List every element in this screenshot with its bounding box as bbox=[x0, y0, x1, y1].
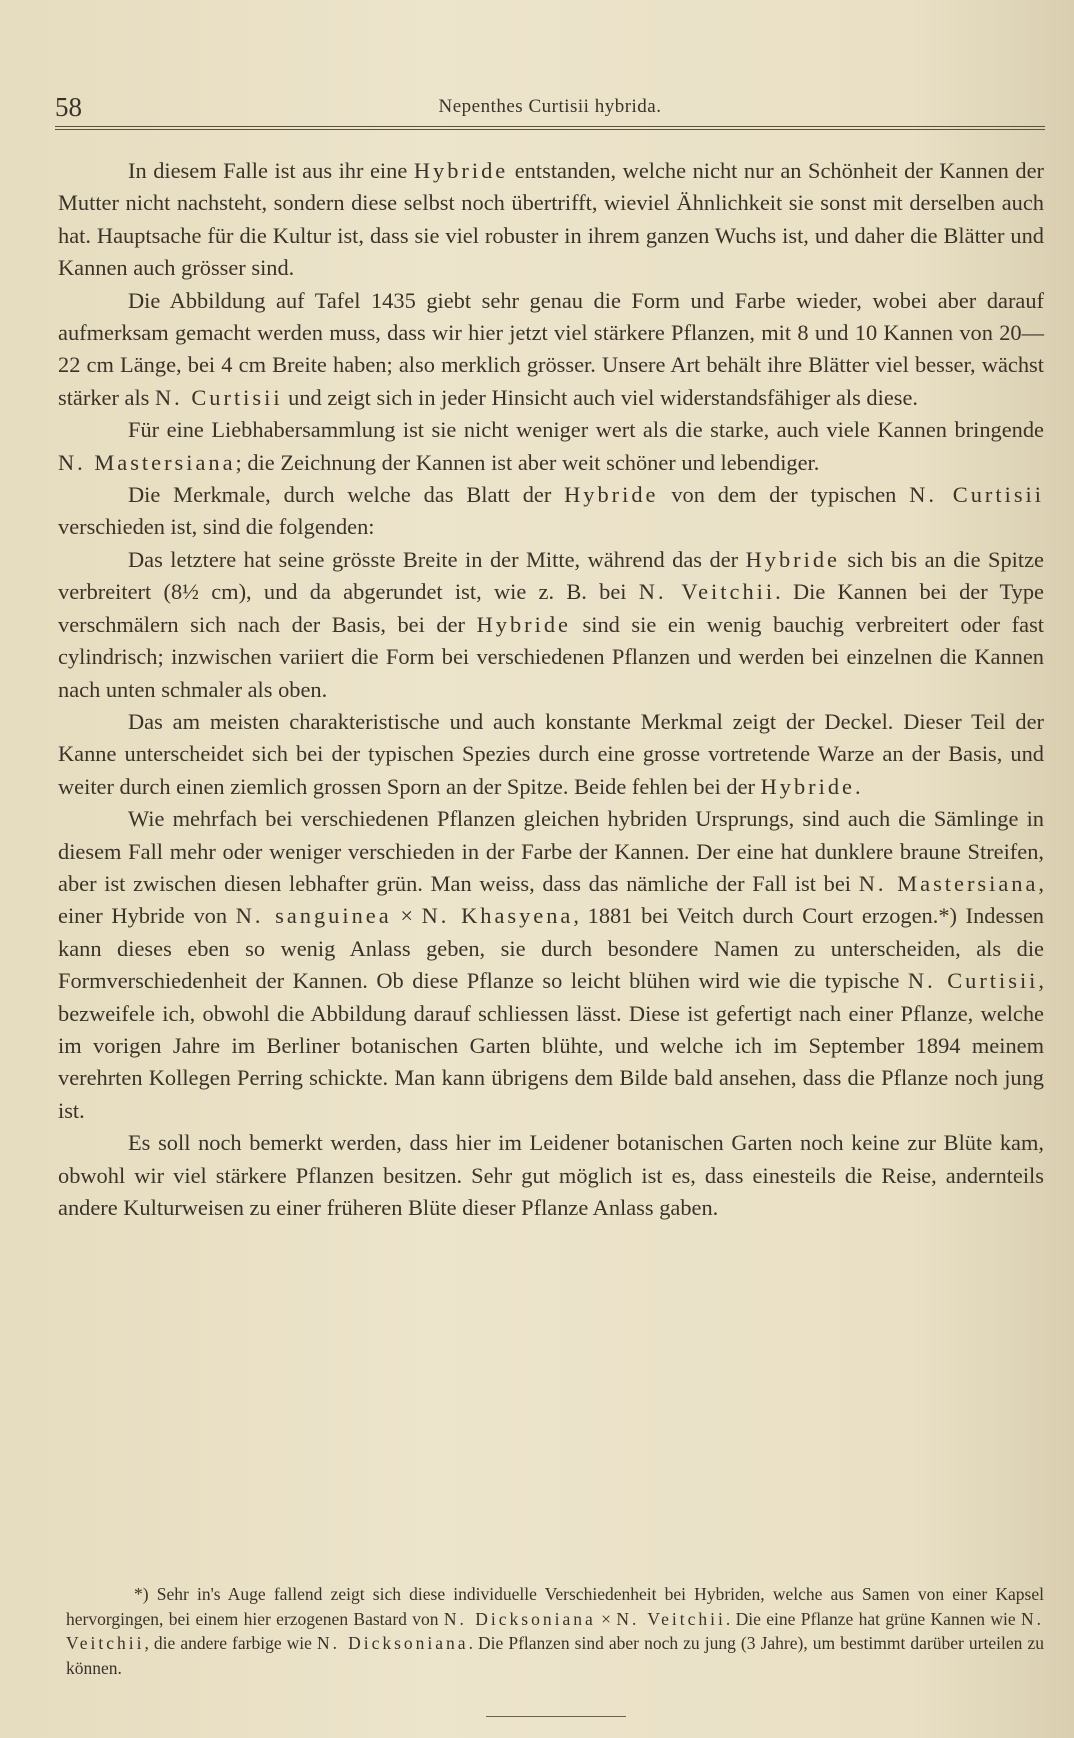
footnote-paragraph bbox=[66, 1582, 1044, 1680]
text-run: sich bis an die Spitze verbreitert (8½ cm), und da abgerundet ist, wie z. B. bei bbox=[58, 546, 1044, 605]
main-text bbox=[58, 155, 1044, 1224]
spaced-name: N. Veitchii bbox=[638, 579, 776, 605]
footnote bbox=[66, 1582, 1044, 1680]
paragraph bbox=[58, 479, 1044, 544]
bottom-rule bbox=[486, 1716, 626, 1717]
spaced-name: N. Veitchii bbox=[616, 1608, 726, 1629]
running-title: Nepenthes Curtisii hybrida. bbox=[438, 96, 662, 117]
text-run: , einer Hybride von bbox=[58, 870, 1045, 929]
paragraph bbox=[58, 544, 1044, 706]
spaced-name: Hybride bbox=[413, 158, 509, 183]
paragraph bbox=[58, 285, 1044, 415]
spaced-name: N. Mastersiana bbox=[858, 870, 1039, 896]
spaced-name: N. Veitchii bbox=[66, 1608, 1044, 1653]
spaced-name: N. Dicksoniana bbox=[443, 1608, 596, 1629]
paragraph bbox=[58, 803, 1044, 1127]
spaced-name: N. sanguinea bbox=[235, 903, 392, 929]
paragraph bbox=[58, 155, 1044, 285]
text-run: sind sie ein wenig bauchig verbreitert oder fast cylindrisch; inzwischen variiert die Form bei verschiedenen Pflanzen und werden bei einzelnen die Kannen nach unten schmaler als oben. bbox=[58, 611, 1044, 702]
text-run: *) Sehr in's Auge fallend zeigt sich diese individuelle Verschiedenheit bei Hybriden, welche aus Samen von einer Kapsel hervorgingen, bei einem hier erzogenen Bastard von bbox=[66, 1584, 1044, 1629]
text-run: ; die Zeichnung der Kannen ist aber weit schöner und lebendiger. bbox=[235, 449, 820, 475]
page-header bbox=[55, 88, 1045, 128]
paragraph bbox=[58, 706, 1044, 803]
text-run: × bbox=[595, 1608, 617, 1629]
spaced-name: N. Curtisii bbox=[907, 968, 1039, 994]
spaced-name: N. Khasyena bbox=[421, 903, 574, 929]
spaced-name: Hybride bbox=[760, 773, 855, 799]
text-run: Wie mehrfach bei verschiedenen Pflanzen gleichen hybriden Ursprungs, sind auch die Sämlinge in diesem Fall mehr oder weniger verschieden in der Farbe der Kannen. Der eine hat dunklere braune Streifen, aber ist zwischen diesen lebhafter grün. Man weiss, dass das nämliche der Fall ist bei bbox=[58, 806, 1044, 896]
text-run: von dem der typischen bbox=[658, 482, 910, 508]
text-run: entstanden, welche nicht nur an Schönheit der Kannen der Mutter nicht nachsteht, sondern diese selbst noch übertrifft, wieviel Ähnlichkeit sie sonst mit derselben auch hat. Hauptsache für die Kultur ist, dass sie viel robuster in ihrem ganzen Wuchs ist, und daher die Blätter und Kannen auch grösser sind. bbox=[58, 158, 1044, 281]
text-run: , 1881 bei Veitch durch Court erzogen.*) Indessen kann dieses eben so wenig Anlass geben, sie durch besondere Namen zu unterscheiden, als die Formverschiedenheit der Kannen. Ob diese Pflanze so leicht blühen wird wie die typische bbox=[58, 903, 1044, 994]
spaced-name: N. Mastersiana bbox=[58, 449, 236, 475]
text-run: . Die eine Pflanze hat grüne Kannen wie bbox=[725, 1608, 1021, 1629]
text-run: Die Merkmale, durch welche das Blatt der bbox=[128, 482, 565, 508]
spaced-name: N. Curtisii bbox=[909, 482, 1044, 508]
text-run: Für eine Liebhabersammlung ist sie nicht weniger wert als die starke, auch viele Kannen bringende bbox=[128, 417, 1044, 443]
paragraph bbox=[58, 1127, 1044, 1224]
header-rule bbox=[55, 126, 1045, 130]
text-run: In diesem Falle ist aus ihr eine bbox=[128, 158, 414, 183]
spaced-name: Hybride bbox=[476, 611, 571, 637]
text-run: Das am meisten charakteristische und auch konstante Merkmal zeigt der Deckel. Dieser Teil der Kanne unterscheidet sich bei der typischen Spezies durch eine grosse vortretende Warze an der Basis, und weiter durch einen ziemlich grossen Sporn an der Spitze. Beide fehlen bei der bbox=[58, 708, 1044, 799]
text-run: . bbox=[854, 773, 861, 799]
spaced-name: N. Curtisii bbox=[155, 384, 283, 410]
spaced-name: Hybride bbox=[745, 546, 840, 572]
page-number: 58 bbox=[55, 92, 82, 122]
text-run: . Die Pflanzen sind aber noch zu jung (3 Jahre), um bestimmt darüber urteilen zu können. bbox=[66, 1633, 1044, 1678]
spaced-name: N. Dicksoniana bbox=[317, 1633, 469, 1653]
paragraph bbox=[58, 414, 1044, 479]
text-run: und zeigt sich in jeder Hinsicht auch viel widerstandsfähiger als diese. bbox=[282, 384, 919, 410]
text-run: verschieden ist, sind die folgenden: bbox=[58, 514, 375, 540]
text-run: Die Abbildung auf Tafel 1435 giebt sehr genau die Form und Farbe wieder, wobei aber darauf aufmerksam gemacht werden muss, dass wir hier jetzt viel stärkere Pflanzen, mit 8 und 10 Kannen von 20—22 cm Länge, bei 4 cm Breite haben; also merklich grösser. Unsere Art behält ihre Blätter viel besser, wächst stärker als bbox=[58, 287, 1044, 410]
spaced-name: Hybride bbox=[564, 482, 659, 508]
text-run: , die andere farbige wie bbox=[144, 1633, 317, 1653]
text-run: Das letztere hat seine grösste Breite in der Mitte, während das der bbox=[128, 546, 746, 572]
text-run: . Die Kannen bei der Type verschmälern sich nach der Basis, bei der bbox=[58, 579, 1044, 637]
text-run: × bbox=[391, 903, 422, 929]
text-run: Es soll noch bemerkt werden, dass hier im Leidener botanischen Garten noch keine zur Blüte kam, obwohl wir viel stärkere Pflanzen besitzen. Sehr gut möglich ist es, dass einesteils die Reise, andernteils andere Kulturweisen zu einer früheren Blüte dieser Pflanze Anlass gaben. bbox=[58, 1130, 1044, 1220]
text-run: , bezweifele ich, obwohl die Abbildung darauf schliessen lässt. Diese ist gefertigt nach einer Pflanze, welche im vorigen Jahre im Berliner botanischen Garten blühte, und welche ich im September 1894 meinem verehrten Kollegen Perring schickte. Man kann übrigens dem Bilde bald ansehen, dass die Pflanze noch jung ist. bbox=[58, 968, 1044, 1123]
